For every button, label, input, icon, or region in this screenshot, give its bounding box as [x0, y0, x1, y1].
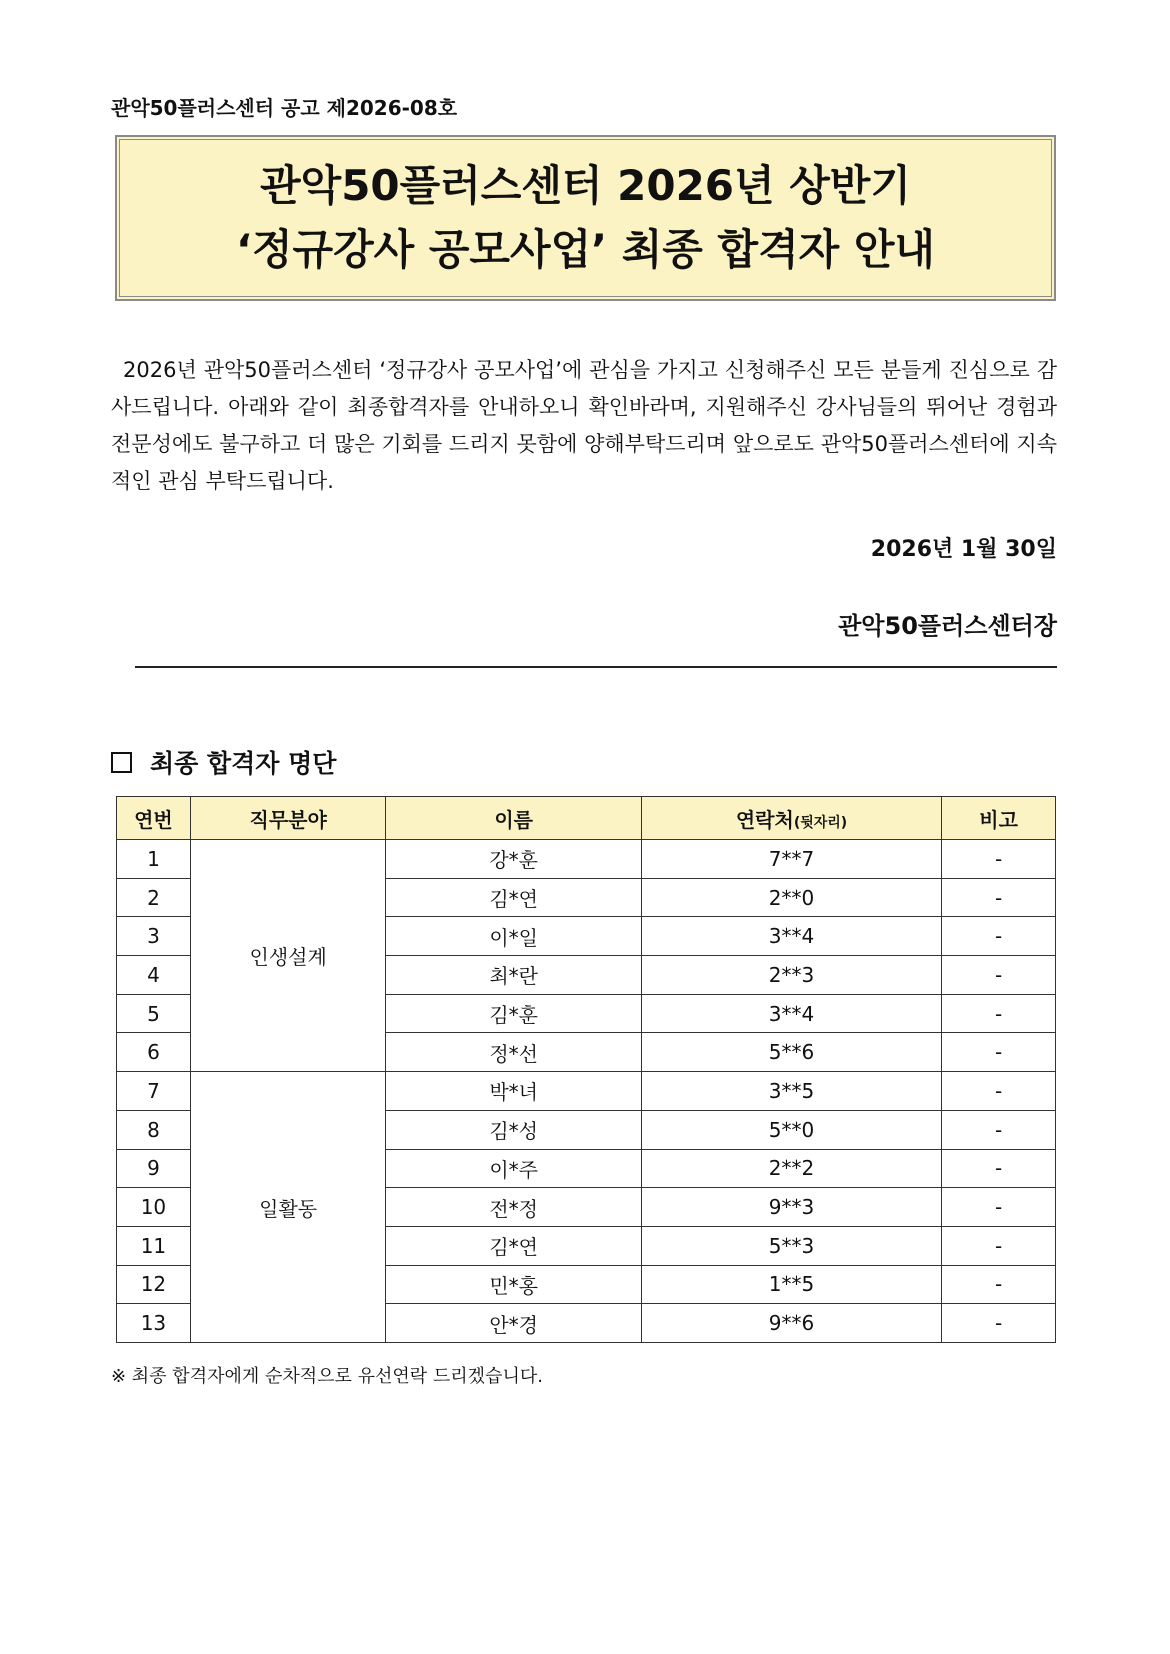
row-name: 이*일: [386, 917, 641, 956]
row-no: 11: [117, 1226, 191, 1265]
row-name: 김*훈: [386, 994, 641, 1033]
row-note: -: [942, 840, 1056, 879]
notice-number: 관악50플러스센터 공고 제2026-08호: [111, 96, 458, 120]
header-contact: [641, 797, 941, 840]
row-field: 일활동: [190, 1072, 386, 1343]
row-note: -: [942, 1149, 1056, 1188]
section-heading-label: 최종 합격자 명단: [150, 749, 337, 778]
row-name: 최*란: [386, 956, 641, 995]
row-no: 2: [117, 878, 191, 917]
title-line-1: 관악50플러스센터 2026년 상반기: [260, 161, 911, 210]
table-row: [117, 1072, 1056, 1111]
row-note: -: [942, 1072, 1056, 1111]
row-contact: 9**3: [641, 1188, 941, 1227]
row-name: 김*연: [386, 1226, 641, 1265]
row-note: -: [942, 1226, 1056, 1265]
table-body: [117, 840, 1056, 1343]
header-name: 이름: [386, 797, 641, 840]
row-no: 3: [117, 917, 191, 956]
row-contact: 3**4: [641, 994, 941, 1033]
row-contact: 5**3: [641, 1226, 941, 1265]
header-no: 연번: [117, 797, 191, 840]
row-no: 4: [117, 956, 191, 995]
row-name: 김*성: [386, 1110, 641, 1149]
row-note: -: [942, 917, 1056, 956]
row-contact: 2**3: [641, 956, 941, 995]
row-note: -: [942, 878, 1056, 917]
row-name: 강*훈: [386, 840, 641, 879]
title-box: [115, 135, 1056, 301]
divider: [135, 666, 1057, 668]
header-field: 직무분야: [190, 797, 386, 840]
row-no: 6: [117, 1033, 191, 1072]
finalist-table: [116, 796, 1056, 1343]
table-header-row: [117, 797, 1056, 840]
row-no: 12: [117, 1265, 191, 1304]
row-note: -: [942, 1033, 1056, 1072]
section-heading: [111, 744, 336, 780]
row-note: -: [942, 956, 1056, 995]
row-no: 8: [117, 1110, 191, 1149]
title-line-2: ‘정규강사 공모사업’ 최종 합격자 안내: [236, 225, 935, 274]
row-no: 1: [117, 840, 191, 879]
header-note: 비고: [942, 797, 1056, 840]
row-no: 10: [117, 1188, 191, 1227]
row-name: 안*경: [386, 1304, 641, 1343]
header-contact-sub: (뒷자리): [793, 814, 848, 831]
row-no: 13: [117, 1304, 191, 1343]
row-contact: 3**4: [641, 917, 941, 956]
row-note: -: [942, 1110, 1056, 1149]
row-contact: 7**7: [641, 840, 941, 879]
row-no: 5: [117, 994, 191, 1033]
row-note: -: [942, 994, 1056, 1033]
row-name: 전*정: [386, 1188, 641, 1227]
row-contact: 1**5: [641, 1265, 941, 1304]
row-no: 7: [117, 1072, 191, 1111]
row-note: -: [942, 1265, 1056, 1304]
header-contact-label: 연락처: [735, 807, 794, 832]
checkbox-square-icon: [111, 752, 132, 773]
row-contact: 9**6: [641, 1304, 941, 1343]
row-contact: 2**2: [641, 1149, 941, 1188]
row-contact: 5**6: [641, 1033, 941, 1072]
row-contact: 3**5: [641, 1072, 941, 1111]
row-contact: 5**0: [641, 1110, 941, 1149]
body-paragraph: 2026년 관악50플러스센터 ‘정규강사 공모사업’에 관심을 가지고 신청해주신 모든 분들게 진심으로 감사드립니다. 아래와 같이 최종합격자를 안내하오니 확인바라며, 지원해주신 강사님들의 뛰어난 경험과 전문성에도 불구하고 더 많은 기회를 드리지 못함에 양해부탁드리며 앞으로도 관악50플러스센터에 지속적인 관심 부탁드립니다.: [111, 358, 1057, 493]
row-name: 민*홍: [386, 1265, 641, 1304]
announcement-date: 2026년 1월 30일: [870, 537, 1057, 562]
row-name: 정*선: [386, 1033, 641, 1072]
row-name: 박*녀: [386, 1072, 641, 1111]
row-name: 이*주: [386, 1149, 641, 1188]
row-contact: 2**0: [641, 878, 941, 917]
row-field: 인생설계: [190, 840, 386, 1072]
row-no: 9: [117, 1149, 191, 1188]
footnote: ※ 최종 합격자에게 순차적으로 유선연락 드리겠습니다.: [111, 1366, 543, 1387]
table-row: [117, 840, 1056, 879]
signer: 관악50플러스센터장: [838, 612, 1057, 640]
row-name: 김*연: [386, 878, 641, 917]
row-note: -: [942, 1188, 1056, 1227]
row-note: -: [942, 1304, 1056, 1343]
